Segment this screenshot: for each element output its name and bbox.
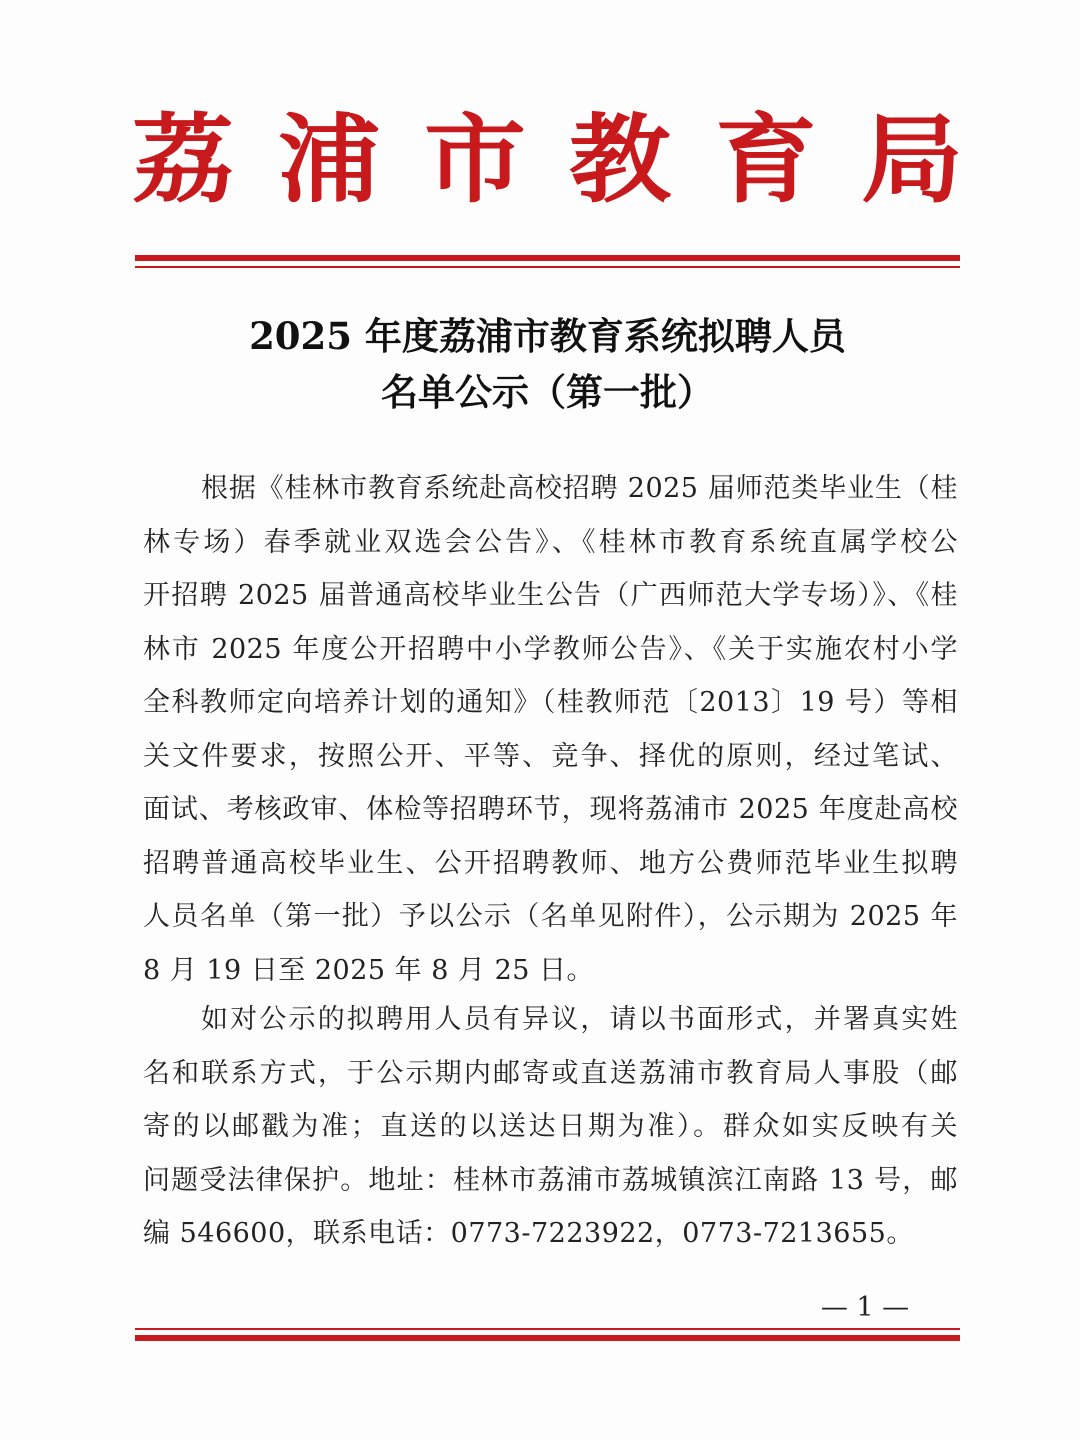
paragraph-line: 名和联系方式，于公示期内邮寄或直送荔浦市教育局人事股（邮 [143,1057,958,1089]
header-rule-thin [135,266,960,268]
masthead-title [132,103,963,216]
footer-rule-thin [135,1328,960,1330]
paragraph-objection-contact [143,993,958,1261]
masthead-char: 浦 [277,103,380,216]
footer-rule-thick [135,1335,960,1341]
header-red-rule [135,255,960,268]
paragraph-announcement [143,462,958,997]
paragraph-line: 招聘普通高校毕业生、公开招聘教师、地方公费师范毕业生拟聘 [143,847,958,879]
paragraph-line: 全科教师定向培养计划的通知》（桂教师范〔2013〕19 号）等相 [143,687,958,718]
masthead-char: 教 [569,103,672,216]
masthead-char: 育 [715,103,818,216]
paragraph-line: 林市 2025 年度公开招聘中小学教师公告》、《关于实施农村小学 [143,633,958,665]
paragraph-line: 寄的以邮戳为准；直送的以送达日期为准）。群众如实反映有关 [143,1111,958,1142]
document-title-line-1: 2025 年度荔浦市教育系统拟聘人员 [249,314,846,358]
paragraph-line: 根据《桂林市教育系统赴高校招聘 2025 届师范类毕业生（桂 [201,473,958,504]
masthead-char: 荔 [132,103,234,216]
masthead-char: 市 [423,103,526,216]
paragraph-line: 林专场）春季就业双选会公告》、《桂林市教育系统直属学校公 [143,526,958,558]
page-number: — 1 — [820,1292,910,1323]
paragraph-line: 8 月 19 日至 2025 年 8 月 25 日。 [143,954,595,986]
paragraph-line: 编 546600，联系电话：0773-7223922，0773-7213655。 [143,1218,914,1249]
paragraph-line: 如对公示的拟聘用人员有异议，请以书面形式，并署真实姓 [201,1004,958,1035]
paragraph-line: 问题受法律保护。地址：桂林市荔浦市荔城镇滨江南路 13 号，邮 [143,1164,958,1196]
header-rule-thick [135,255,960,261]
masthead-char: 局 [861,103,963,216]
paragraph-line: 人员名单（第一批）予以公示（名单见附件），公示期为 2025 年 [143,901,958,932]
paragraph-line: 关文件要求，按照公开、平等、竞争、择优的原则，经过笔试、 [143,740,958,772]
paragraph-line: 面试、考核政审、体检等招聘环节，现将荔浦市 2025 年度赴高校 [143,794,958,825]
document-title-line-2: 名单公示（第一批） [381,370,714,414]
footer-red-rule [135,1328,960,1341]
paragraph-line: 开招聘 2025 届普通高校毕业生公告（广西师范大学专场）》、《桂 [143,580,958,611]
